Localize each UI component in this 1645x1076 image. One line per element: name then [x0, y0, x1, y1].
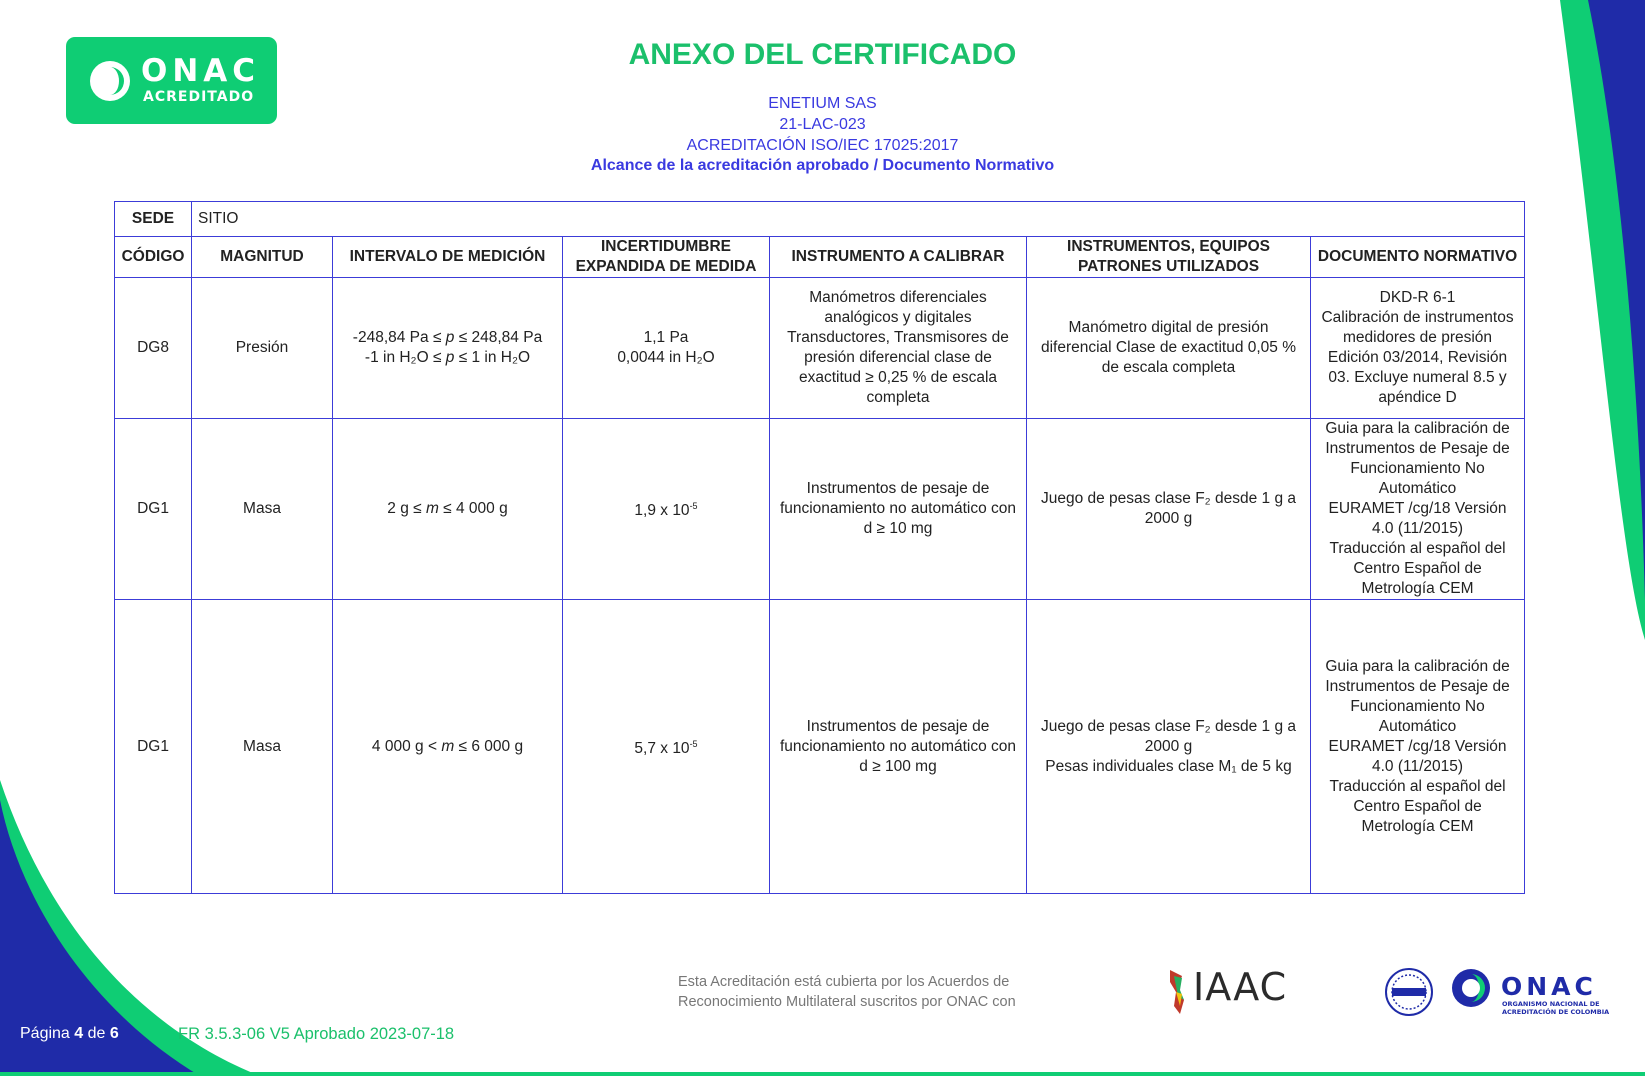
sede-value: SITIO — [192, 202, 1525, 237]
logo-name: ONAC — [141, 53, 261, 89]
scope-table — [114, 201, 1525, 894]
onac-footer-subtitle: ORGANISMO NACIONAL DE ACREDITACIÓN DE COLOMBIA — [1502, 1000, 1610, 1016]
cell-magnitud: Masa — [192, 600, 333, 894]
footer-note: Esta Acreditación está cubierta por los Acuerdos de Reconocimiento Multilateral suscritos por ONAC con — [678, 974, 1016, 1010]
table-row — [115, 278, 1525, 419]
cell-codigo: DG8 — [115, 278, 192, 419]
cell-codigo: DG1 — [115, 600, 192, 894]
cell-documento: Guia para la calibración de Instrumentos de Pesaje de Funcionamiento No Automático EURAMET /cg/18 Versión 4.0 (11/2015) Traducción al español del Centro Español de Metrología CEM — [1311, 600, 1525, 894]
cell-incertidumbre: 5,7 x $10^{-5}$ — [563, 600, 770, 894]
cell-codigo: DG1 — [115, 419, 192, 600]
accreditation-standard: ACREDITACIÓN ISO/IEC 17025:2017 — [686, 137, 959, 154]
cell-patrones: Juego de pesas clase F₂ desde 1 g a 2000 g Pesas individuales clase M₁ de 5 kg — [1027, 600, 1311, 894]
cell-magnitud: Masa — [192, 419, 333, 600]
header-magnitud: MAGNITUD — [192, 237, 333, 278]
header-intervalo: INTERVALO DE MEDICIÓN — [333, 237, 563, 278]
page-title: ANEXO DEL CERTIFICADO — [628, 38, 1017, 71]
onac-footer-logo-icon — [1450, 967, 1492, 1009]
cell-instrumento: Instrumentos de pesaje de funcionamiento no automático con d ≥ 100 mg — [770, 600, 1027, 894]
header-documento: DOCUMENTO NORMATIVO — [1311, 237, 1525, 278]
logo-subtitle: ACREDITADO — [143, 89, 255, 105]
cell-magnitud: Presión — [192, 278, 333, 419]
cell-patrones: Manómetro digital de presión diferencial Clase de exactitud 0,05 % de escala completa — [1027, 278, 1311, 419]
accreditation-code: 21-LAC-023 — [779, 116, 866, 133]
header-codigo: CÓDIGO — [115, 237, 192, 278]
sede-row — [115, 202, 1525, 237]
bottom-line — [0, 1072, 1645, 1076]
cell-documento: Guia para la calibración de Instrumentos de Pesaje de Funcionamiento No Automático EURAMET /cg/18 Versión 4.0 (11/2015) Traducción al español del Centro Español de Metrología CEM — [1311, 419, 1525, 600]
header-patrones: INSTRUMENTOS, EQUIPOS PATRONES UTILIZADOS — [1027, 237, 1311, 278]
header-incertidumbre: INCERTIDUMBRE EXPANDIDA DE MEDIDA — [563, 237, 770, 278]
company-name: ENETIUM SAS — [768, 95, 877, 112]
cell-patrones: Juego de pesas clase F₂ desde 1 g a 2000 g — [1027, 419, 1311, 600]
cell-intervalo: -248,84 Pa ≤ p ≤ 248,84 Pa -1 in H₂O ≤ p ≤ 1 in H₂O — [333, 278, 563, 419]
header-instrumento: INSTRUMENTO A CALIBRAR — [770, 237, 1027, 278]
cell-instrumento: Instrumentos de pesaje de funcionamiento no automático con d ≥ 10 mg — [770, 419, 1027, 600]
sede-label: SEDE — [115, 202, 192, 237]
ilac-mra-logo-icon — [1384, 967, 1434, 1017]
iaac-logo-text: IAAC — [1193, 965, 1288, 1009]
form-code: FR 3.5.3-06 V5 Aprobado 2023-07-18 — [178, 1025, 455, 1043]
cell-intervalo: 2 g ≤ m ≤ 4 000 g — [333, 419, 563, 600]
cell-incertidumbre: 1,9 x $10^{-5}$ — [563, 419, 770, 600]
cell-documento: DKD-R 6-1 Calibración de instrumentos medidores de presión Edición 03/2014, Revisión 03. Excluye numeral 8.5 y apéndice D — [1311, 278, 1525, 419]
table-row — [115, 600, 1525, 894]
page-number: Página 4 de 6 — [20, 1025, 119, 1042]
header-row — [115, 237, 1525, 278]
cell-intervalo: 4 000 g < m ≤ 6 000 g — [333, 600, 563, 894]
table-row — [115, 419, 1525, 600]
onac-footer-name: ONAC — [1501, 972, 1597, 1001]
cell-instrumento: Manómetros diferenciales analógicos y digitales Transductores, Transmisores de presión diferencial clase de exactitud ≥ 0,25 % de escala completa — [770, 278, 1027, 419]
cell-incertidumbre: 1,1 Pa 0,0044 in H₂O — [563, 278, 770, 419]
scope-title: Alcance de la acreditación aprobado / Documento Normativo — [590, 157, 1055, 174]
